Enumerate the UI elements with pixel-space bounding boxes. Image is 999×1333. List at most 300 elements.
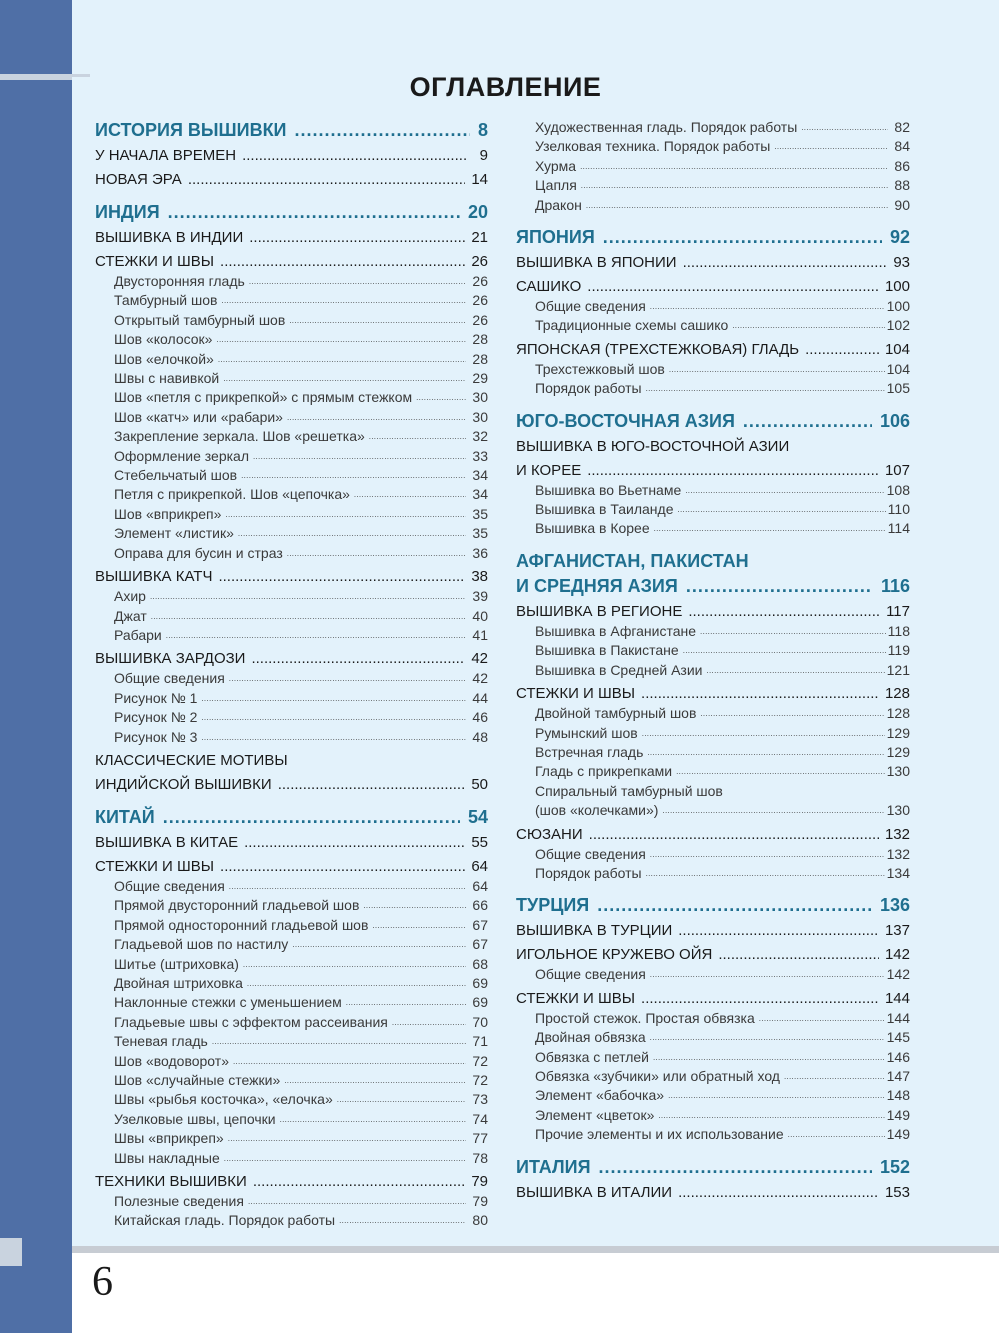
toc-subentry[interactable] <box>516 316 910 335</box>
toc-dot-leader <box>284 1071 466 1090</box>
toc-dot-leader <box>289 311 466 330</box>
toc-entry-label: ЯПОНИЯ <box>516 227 595 248</box>
toc-subentry[interactable] <box>95 505 488 524</box>
toc-page-number: 40 <box>472 607 488 624</box>
toc-page-number: 129 <box>886 743 910 760</box>
toc-subentry[interactable] <box>95 728 488 747</box>
toc-subentry[interactable] <box>95 388 488 407</box>
toc-page-number: 134 <box>886 864 910 881</box>
toc-subentry[interactable] <box>516 360 910 379</box>
toc-dot-leader <box>221 291 466 310</box>
toc-page-number: 130 <box>886 763 910 780</box>
toc-subentry[interactable] <box>95 877 488 896</box>
toc-page-number: 77 <box>472 1130 488 1147</box>
toc-entry-label: ИГОЛЬНОЕ КРУЖЕВО ОЙЯ <box>516 946 713 964</box>
toc-entry-label: Обвязка с петлей <box>535 1048 649 1065</box>
toc-dot-leader <box>244 833 465 853</box>
toc-entry-label: И КОРЕЕ <box>516 461 582 479</box>
toc-page-number: 102 <box>886 317 910 334</box>
toc-page-number: 54 <box>467 806 488 827</box>
toc-page-number: 152 <box>879 1156 910 1177</box>
toc-dot-leader <box>201 708 466 727</box>
toc-dot-leader <box>224 1149 466 1168</box>
toc-dot-leader <box>216 330 466 349</box>
toc-entry-label: СТЕЖКИ И ШВЫ <box>516 989 636 1007</box>
toc-page-number: 69 <box>472 974 488 991</box>
toc-section-entry[interactable] <box>516 602 910 622</box>
toc-entry-label: Рисунок № 2 <box>114 709 198 726</box>
toc-dot-leader <box>774 137 888 156</box>
toc-page-number: 145 <box>886 1029 910 1046</box>
toc-entry-label: Цапля <box>535 177 577 194</box>
toc-entry-label: Швы с навивкой <box>114 370 220 387</box>
footer-area <box>72 1253 999 1333</box>
toc-dot-leader <box>346 993 466 1012</box>
toc-section-entry[interactable] <box>516 684 910 704</box>
toc-entry-label: Рисунок № 1 <box>114 689 198 706</box>
toc-subentry[interactable] <box>95 916 488 935</box>
toc-entry-label: Гладьевые швы с эффектом рассеивания <box>114 1013 388 1030</box>
toc-subentry[interactable] <box>516 1009 910 1028</box>
toc-subentry[interactable] <box>516 481 910 500</box>
toc-entry-label: Элемент «цветок» <box>535 1106 655 1123</box>
toc-subentry[interactable] <box>95 1090 488 1109</box>
toc-subentry[interactable] <box>516 1086 910 1105</box>
toc-dot-leader <box>597 893 872 917</box>
toc-dot-leader <box>743 409 872 433</box>
toc-dot-leader <box>188 170 466 190</box>
toc-entry-label: Рабари <box>114 626 162 643</box>
toc-entry-label: Общие сведения <box>535 298 646 315</box>
toc-page-number: 32 <box>472 428 488 445</box>
toc-subentry[interactable] <box>95 544 488 563</box>
toc-subentry[interactable] <box>516 176 910 195</box>
toc-subentry[interactable] <box>95 350 488 369</box>
toc-subentry[interactable] <box>95 1110 488 1129</box>
toc-subentry[interactable] <box>516 864 910 883</box>
toc-dot-leader <box>287 544 466 563</box>
toc-entry-label: ВЫШИВКА В ЯПОНИИ <box>516 254 677 272</box>
toc-dot-leader <box>700 704 884 723</box>
toc-subentry[interactable] <box>95 311 488 330</box>
toc-page-number: 100 <box>884 278 910 296</box>
toc-dot-leader <box>678 500 886 519</box>
toc-section-entry[interactable] <box>95 775 488 795</box>
toc-entry-label: И СРЕДНЯЯ АЗИЯ <box>516 575 678 596</box>
toc-dot-leader <box>759 1009 885 1028</box>
toc-entry-label: Гладь с прикрепками <box>535 763 673 780</box>
toc-page-number: 42 <box>472 670 488 687</box>
toc-entry-label: ВЫШИВКА В ТУРЦИИ <box>516 922 673 940</box>
toc-subentry[interactable] <box>95 607 488 626</box>
toc-dot-leader <box>295 118 470 142</box>
toc-section-entry[interactable] <box>95 857 488 877</box>
toc-subentry[interactable] <box>95 1013 488 1032</box>
toc-page-number: 90 <box>894 196 910 213</box>
toc-page-number: 26 <box>472 273 488 289</box>
toc-subentry[interactable] <box>95 955 488 974</box>
toc-dot-leader <box>654 519 886 538</box>
toc-entry-label: Порядок работы <box>535 864 642 881</box>
toc-subentry[interactable] <box>95 524 488 543</box>
toc-section-entry[interactable] <box>516 253 910 273</box>
toc-page-number: 69 <box>472 994 488 1011</box>
toc-dot-leader <box>587 277 879 297</box>
toc-subentry[interactable] <box>516 622 910 641</box>
toc-section-entry-line[interactable]: ВЫШИВКА В ЮГО-ВОСТОЧНОЙ АЗИИ <box>516 437 790 455</box>
toc-subentry[interactable] <box>95 1192 488 1211</box>
toc-subentry[interactable] <box>95 626 488 645</box>
toc-chapter-entry[interactable] <box>95 805 488 829</box>
toc-entry-label: Дракон <box>535 196 582 213</box>
toc-section-entry[interactable] <box>95 146 488 166</box>
toc-dot-leader <box>707 661 885 680</box>
toc-dot-leader <box>646 864 885 883</box>
toc-dot-leader <box>801 118 888 137</box>
toc-entry-label: Обвязка «зубчики» или обратный ход <box>535 1067 780 1084</box>
toc-subentry[interactable] <box>516 724 910 743</box>
toc-page-number: 132 <box>884 825 910 843</box>
toc-entry-label: Элемент «бабочка» <box>535 1087 665 1104</box>
toc-page-number: 36 <box>472 544 488 561</box>
toc-dot-leader <box>220 857 465 877</box>
toc-subentry[interactable] <box>516 845 910 864</box>
toc-entry-label: ВЫШИВКА В РЕГИОНЕ <box>516 602 683 620</box>
toc-entry-label: Вышивка в Пакистане <box>535 642 679 659</box>
toc-section-entry[interactable] <box>516 461 910 481</box>
toc-subentry[interactable] <box>95 1129 488 1148</box>
toc-entry-label: ВЫШИВКА В ИНДИИ <box>95 229 244 246</box>
toc-entry-label: ВЫШИВКА КАТЧ <box>95 568 213 586</box>
toc-subentry[interactable] <box>95 974 488 993</box>
toc-dot-leader <box>372 916 466 935</box>
toc-subentry[interactable] <box>516 379 910 398</box>
toc-subentry[interactable] <box>95 485 488 504</box>
toc-page-number: 30 <box>472 408 488 425</box>
toc-chapter-entry[interactable] <box>516 409 910 433</box>
toc-dot-leader <box>646 379 885 398</box>
toc-dot-leader <box>678 1183 879 1203</box>
toc-subentry[interactable] <box>516 1067 910 1086</box>
toc-page-number: 114 <box>887 520 910 537</box>
toc-entry-label: ИТАЛИЯ <box>516 1156 591 1177</box>
toc-subentry[interactable] <box>516 297 910 316</box>
toc-page-number: 67 <box>472 936 488 953</box>
page-number: 6 <box>92 1259 113 1305</box>
toc-page-number: 71 <box>472 1033 488 1050</box>
toc-subentry[interactable] <box>516 743 910 762</box>
toc-subentry[interactable] <box>95 1211 488 1230</box>
toc-dot-leader <box>280 1110 466 1129</box>
toc-dot-leader <box>658 1106 884 1125</box>
toc-dot-leader <box>683 253 888 273</box>
toc-dot-leader <box>354 485 466 504</box>
toc-page-number: 104 <box>884 340 910 358</box>
toc-subentry[interactable] <box>516 801 910 820</box>
toc-section-entry[interactable] <box>95 1172 488 1192</box>
toc-subentry[interactable] <box>516 762 910 781</box>
toc-page-number: 9 <box>479 147 488 164</box>
toc-subentry[interactable] <box>516 1028 910 1047</box>
toc-entry-label: СТЕЖКИ И ШВЫ <box>516 685 636 703</box>
toc-chapter-entry[interactable] <box>516 893 910 917</box>
toc-subentry[interactable] <box>516 500 910 519</box>
toc-dot-leader <box>166 626 466 645</box>
toc-entry-label: Двусторонняя гладь <box>114 273 245 289</box>
toc-dot-leader <box>581 176 888 195</box>
toc-dot-leader <box>220 252 465 272</box>
toc-page-number: 79 <box>472 1193 488 1210</box>
toc-entry-label: Шов «катч» или «рабари» <box>114 408 283 425</box>
toc-section-entry[interactable] <box>516 945 910 965</box>
toc-dot-leader <box>586 196 888 215</box>
toc-subentry[interactable] <box>95 708 488 727</box>
toc-dot-leader <box>248 1192 466 1211</box>
toc-page-number: 136 <box>879 895 910 916</box>
toc-entry-label: Прочие элементы и их использование <box>535 1126 784 1143</box>
toc-subentry[interactable] <box>516 965 910 984</box>
toc-subentry[interactable] <box>95 291 488 310</box>
toc-dot-leader <box>641 989 879 1009</box>
toc-entry-label: Китайская гладь. Порядок работы <box>114 1212 336 1229</box>
toc-dot-leader <box>784 1067 885 1086</box>
toc-dot-leader <box>650 965 885 984</box>
toc-page-number: 30 <box>472 389 488 406</box>
toc-subentry[interactable] <box>516 641 910 660</box>
toc-page-number: 41 <box>472 626 488 643</box>
toc-dot-leader <box>678 921 879 941</box>
toc-subentry[interactable] <box>95 993 488 1012</box>
toc-page-number: 108 <box>886 481 910 498</box>
toc-page-number: 128 <box>884 685 910 703</box>
toc-subentry[interactable] <box>516 704 910 723</box>
toc-subentry[interactable] <box>95 669 488 688</box>
toc-page-number: 73 <box>472 1091 488 1108</box>
toc-page-number: 117 <box>886 602 910 620</box>
toc-section-entry[interactable] <box>95 228 488 248</box>
toc-entry-label: Вышивка в Афганистане <box>535 622 697 639</box>
toc-entry-label: Швы «вприкреп» <box>114 1130 224 1147</box>
toc-page-number: 46 <box>472 709 488 726</box>
toc-dot-leader <box>683 641 886 660</box>
toc-subentry[interactable] <box>516 157 910 176</box>
toc-section-entry[interactable] <box>95 649 488 669</box>
toc-entry-label: Прямой односторонний гладьевой шов <box>114 916 369 933</box>
toc-page-number: 72 <box>472 1052 488 1069</box>
toc-subentry[interactable] <box>95 427 488 446</box>
toc-dot-leader <box>292 935 466 954</box>
toc-page-number: 84 <box>894 138 910 155</box>
toc-entry-label: Простой стежок. Простая обвязка <box>535 1009 755 1026</box>
toc-subentry[interactable] <box>516 137 910 156</box>
toc-entry-label: Полезные сведения <box>114 1193 244 1210</box>
toc-page-number: 29 <box>472 370 488 387</box>
toc-subentry[interactable] <box>95 1149 488 1168</box>
toc-entry-label: Закрепление зеркала. Шов «решетка» <box>114 428 365 445</box>
toc-page-number: 144 <box>886 1009 910 1026</box>
toc-subentry[interactable] <box>95 1052 488 1071</box>
toc-page-number: 118 <box>887 622 910 639</box>
toc-entry-label: ТУРЦИЯ <box>516 895 590 916</box>
toc-entry-label: Прямой двусторонний гладьевой шов <box>114 897 360 914</box>
toc-chapter-entry[interactable] <box>95 118 488 142</box>
toc-page-number: 153 <box>884 1183 910 1201</box>
page-title: ОГЛАВЛЕНИЕ <box>409 72 602 102</box>
toc-subentry[interactable] <box>95 330 488 349</box>
toc-entry-label: Швы «рыбья косточка», «елочка» <box>114 1091 333 1108</box>
toc-dot-leader <box>642 724 885 743</box>
toc-dot-leader <box>599 1155 872 1179</box>
toc-subentry[interactable] <box>95 466 488 485</box>
toc-chapter-entry[interactable] <box>516 574 910 598</box>
toc-subentry[interactable] <box>95 369 488 388</box>
toc-chapter-entry[interactable] <box>95 200 488 224</box>
toc-dot-leader <box>363 896 466 915</box>
toc-entry-label: Ахир <box>114 588 146 605</box>
toc-section-entry[interactable] <box>516 989 910 1009</box>
toc-entry-label: ИНДИЙСКОЙ ВЫШИВКИ <box>95 775 272 793</box>
toc-subentry-line[interactable]: Спиральный тамбурный шов <box>535 782 723 799</box>
toc-page-number: 35 <box>472 525 488 542</box>
toc-page-number: 92 <box>889 227 910 248</box>
toc-subentry[interactable] <box>516 1048 910 1067</box>
toc-chapter-entry-line[interactable]: АФГАНИСТАН, ПАКИСТАН <box>516 550 749 571</box>
toc-dot-leader <box>668 1086 885 1105</box>
toc-entry-label: Вышивка в Таиланде <box>535 501 674 518</box>
toc-dot-leader <box>700 622 886 641</box>
toc-section-entry[interactable] <box>516 825 910 845</box>
toc-subentry[interactable] <box>95 272 488 291</box>
toc-entry-label: Общие сведения <box>535 966 646 983</box>
toc-section-entry[interactable] <box>95 252 488 272</box>
toc-entry-label: Трехстежковый шов <box>535 360 665 377</box>
toc-page-number: 64 <box>471 857 488 875</box>
toc-dot-leader <box>253 1172 466 1192</box>
toc-entry-label: Гладьевой шов по настилу <box>114 936 289 953</box>
toc-right-column <box>516 118 910 1203</box>
toc-page-number: 35 <box>472 505 488 522</box>
toc-subentry[interactable] <box>516 196 910 215</box>
toc-subentry[interactable] <box>95 1071 488 1090</box>
toc-entry-label: ТЕХНИКИ ВЫШИВКИ <box>95 1173 247 1191</box>
toc-entry-label: ВЫШИВКА В ИТАЛИИ <box>516 1183 673 1201</box>
toc-entry-label: ВЫШИВКА ЗАРДОЗИ <box>95 650 246 668</box>
toc-dot-leader <box>788 1125 885 1144</box>
toc-subentry[interactable] <box>516 1125 910 1144</box>
toc-entry-label: СЮЗАНИ <box>516 825 583 843</box>
toc-section-entry[interactable] <box>516 340 910 360</box>
toc-dot-leader <box>278 775 466 795</box>
toc-entry-label: Двойная обвязка <box>535 1029 646 1046</box>
toc-entry-label: Двойная штриховка <box>114 974 243 991</box>
spine-tab-bottom <box>0 1238 22 1266</box>
toc-entry-label: Наклонные стежки с уменьшением <box>114 994 342 1011</box>
toc-page-number: 149 <box>886 1126 910 1143</box>
toc-entry-label: Открытый тамбурный шов <box>114 311 286 328</box>
toc-subentry[interactable] <box>95 587 488 606</box>
toc-page-number: 21 <box>471 229 488 246</box>
toc-page-number: 107 <box>884 461 910 479</box>
toc-page-number: 68 <box>472 955 488 972</box>
toc-dot-leader <box>685 481 884 500</box>
toc-entry-label: Встречная гладь <box>535 743 644 760</box>
toc-entry-label: Стебельчатый шов <box>114 467 238 484</box>
toc-dot-leader <box>218 350 466 369</box>
toc-subentry[interactable] <box>95 935 488 954</box>
toc-entry-label: Румынский шов <box>535 724 638 741</box>
toc-page-number: 149 <box>886 1106 910 1123</box>
toc-entry-label: Узелковые швы, цепочки <box>114 1110 276 1127</box>
toc-dot-leader <box>718 945 879 965</box>
toc-entry-label: Тамбурный шов <box>114 292 218 309</box>
toc-section-entry-line[interactable]: КЛАССИЧЕСКИЕ МОТИВЫ <box>95 751 288 769</box>
toc-section-entry[interactable] <box>95 170 488 190</box>
toc-subentry[interactable] <box>516 661 910 680</box>
toc-dot-leader <box>287 408 466 427</box>
toc-entry-label: (шов «колечками») <box>535 802 659 819</box>
toc-subentry[interactable] <box>516 519 910 538</box>
toc-page-number: 88 <box>894 177 910 194</box>
toc-page-number: 116 <box>880 575 910 596</box>
toc-dot-leader <box>241 466 466 485</box>
toc-chapter-entry[interactable] <box>516 225 910 249</box>
toc-page-number: 79 <box>471 1173 488 1191</box>
toc-entry-label: Узелковая техника. Порядок работы <box>535 138 771 155</box>
toc-page-number: 48 <box>472 728 488 745</box>
toc-entry-label: Шов «елочкой» <box>114 350 214 367</box>
toc-entry-label: Швы накладные <box>114 1149 220 1166</box>
footer-rule <box>72 1246 999 1253</box>
toc-subentry[interactable] <box>516 118 910 137</box>
toc-dot-leader <box>218 567 465 587</box>
toc-entry-label: Рисунок № 3 <box>114 728 198 745</box>
toc-entry-label: Традиционные схемы сашико <box>535 317 729 334</box>
toc-page-number: 14 <box>471 171 488 188</box>
toc-entry-label: ИНДИЯ <box>95 202 160 222</box>
toc-dot-leader <box>168 200 460 224</box>
toc-dot-leader <box>242 146 466 166</box>
toc-entry-label: НОВАЯ ЭРА <box>95 171 182 188</box>
toc-subentry[interactable] <box>95 689 488 708</box>
toc-dot-leader <box>805 340 879 360</box>
toc-section-entry[interactable] <box>516 1183 910 1203</box>
toc-dot-leader <box>337 1090 466 1109</box>
toc-dot-leader <box>686 574 873 598</box>
toc-subentry[interactable] <box>95 408 488 427</box>
toc-section-entry[interactable] <box>95 833 488 853</box>
toc-entry-label: Вышивка в Корее <box>535 520 650 537</box>
toc-section-entry[interactable] <box>516 277 910 297</box>
toc-subentry[interactable] <box>516 1106 910 1125</box>
toc-section-entry[interactable] <box>95 567 488 587</box>
toc-page-number: 44 <box>472 689 488 706</box>
toc-page-number: 100 <box>886 298 910 315</box>
toc-page-number: 80 <box>472 1212 488 1229</box>
toc-dot-leader <box>249 272 466 291</box>
toc-page-number: 33 <box>472 447 488 464</box>
toc-page-number: 38 <box>471 568 488 586</box>
toc-section-entry[interactable] <box>516 921 910 941</box>
toc-chapter-entry[interactable] <box>516 1155 910 1179</box>
toc-entry-label: КИТАЙ <box>95 806 155 827</box>
toc-dot-leader <box>589 825 879 845</box>
toc-subentry[interactable] <box>95 896 488 915</box>
toc-page-number: 105 <box>886 380 910 397</box>
toc-subentry[interactable] <box>95 447 488 466</box>
toc-dot-leader <box>151 607 466 626</box>
toc-subentry[interactable] <box>95 1032 488 1051</box>
toc-page-number: 34 <box>472 486 488 503</box>
